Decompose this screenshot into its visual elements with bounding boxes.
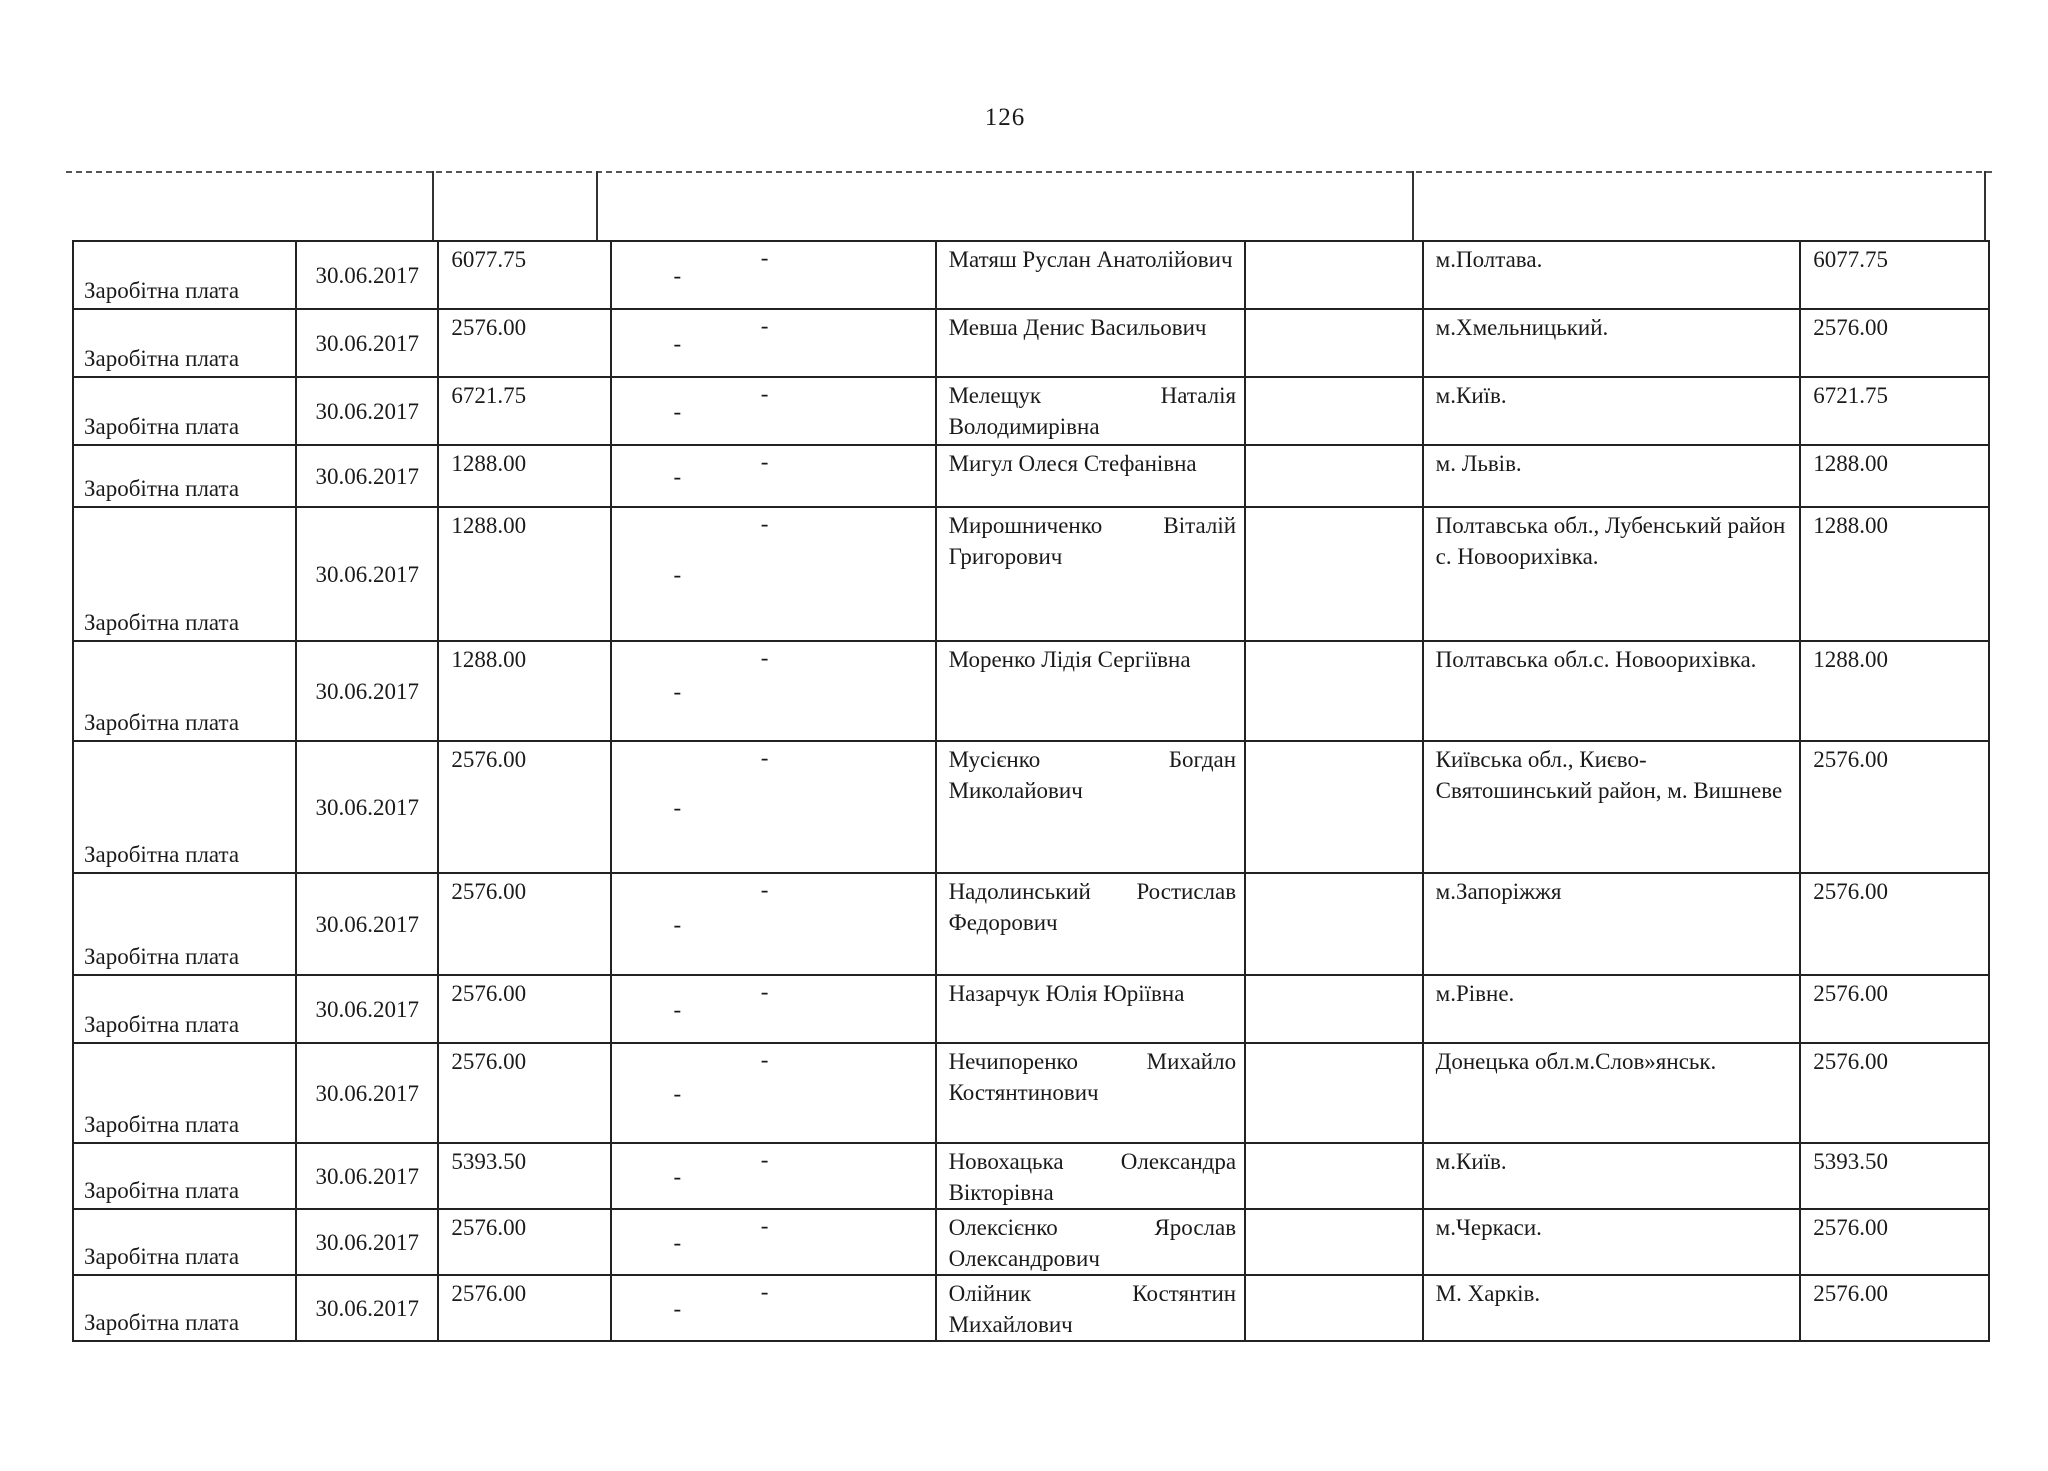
payment-type-text: Заробітна плата bbox=[84, 1112, 240, 1137]
payment-type-cell bbox=[73, 1209, 296, 1275]
table-row bbox=[73, 975, 1989, 1043]
table-row bbox=[73, 309, 1989, 377]
recipient-address-cell: м.Київ. bbox=[1423, 1143, 1801, 1209]
blank-gap-cell bbox=[1245, 241, 1423, 309]
table-row bbox=[73, 1143, 1989, 1209]
payment-type-text: Заробітна плата bbox=[84, 278, 240, 303]
table-row bbox=[73, 445, 1989, 507]
table-header-remnant bbox=[66, 171, 1992, 241]
blank-gap-cell bbox=[1245, 741, 1423, 873]
recipient-name-cell: Надолинський Ростислав Федорович bbox=[936, 873, 1246, 975]
table-row bbox=[73, 641, 1989, 741]
payment-type-text: Заробітна плата bbox=[84, 414, 240, 439]
table-row bbox=[73, 241, 1989, 309]
blank-gap-cell bbox=[1245, 1143, 1423, 1209]
payment-type-text: Заробітна плата bbox=[84, 610, 240, 635]
amount-total-cell: 2576.00 bbox=[1800, 1209, 1989, 1275]
table-row bbox=[73, 377, 1989, 445]
amount-total-cell: 2576.00 bbox=[1800, 1275, 1989, 1341]
payment-amount-cell: 2576.00 bbox=[438, 975, 611, 1043]
payment-type-text: Заробітна плата bbox=[84, 944, 240, 969]
payment-type-cell bbox=[73, 507, 296, 641]
blank-gap-cell bbox=[1245, 1209, 1423, 1275]
amount-total-cell: 6721.75 bbox=[1800, 377, 1989, 445]
recipient-name-cell: Олексієнко Ярослав Олександрович bbox=[936, 1209, 1246, 1275]
table-row bbox=[73, 1275, 1989, 1341]
empty-column-cell: - bbox=[611, 507, 743, 641]
payment-amount-cell: 2576.00 bbox=[438, 741, 611, 873]
empty-column-cell: - bbox=[743, 1143, 936, 1209]
payment-amount-cell: 2576.00 bbox=[438, 1275, 611, 1341]
payment-amount-cell: 2576.00 bbox=[438, 309, 611, 377]
blank-gap-cell bbox=[1245, 1043, 1423, 1143]
payment-type-cell bbox=[73, 1043, 296, 1143]
amount-total-cell: 2576.00 bbox=[1800, 309, 1989, 377]
recipient-name-cell: Мелещук Наталія Володимирівна bbox=[936, 377, 1246, 445]
table-row bbox=[73, 741, 1989, 873]
recipient-address-cell: М. Харків. bbox=[1423, 1275, 1801, 1341]
empty-column-cell: - bbox=[611, 1275, 743, 1341]
blank-gap-cell bbox=[1245, 1275, 1423, 1341]
amount-total-cell: 2576.00 bbox=[1800, 975, 1989, 1043]
recipient-address-cell: Полтавська обл., Лубенський район с. Новоорихівка. bbox=[1423, 507, 1801, 641]
empty-column-cell: - bbox=[611, 741, 743, 873]
empty-column-cell: - bbox=[611, 975, 743, 1043]
payment-amount-cell: 5393.50 bbox=[438, 1143, 611, 1209]
payment-type-text: Заробітна плата bbox=[84, 1244, 240, 1269]
table-row bbox=[73, 1209, 1989, 1275]
empty-column-cell: - bbox=[611, 309, 743, 377]
recipient-name-cell: Нечипоренко Михайло Костянтинович bbox=[936, 1043, 1246, 1143]
empty-column-cell: - bbox=[743, 975, 936, 1043]
recipient-address-cell: Київська обл., Києво-Святошинський район, м. Вишневе bbox=[1423, 741, 1801, 873]
recipient-address-cell: м. Львів. bbox=[1423, 445, 1801, 507]
empty-column-cell: - bbox=[611, 1143, 743, 1209]
recipient-name-cell: Новохацька Олександра Вікторівна bbox=[936, 1143, 1246, 1209]
payment-amount-cell: 2576.00 bbox=[438, 1209, 611, 1275]
amount-total-cell: 6077.75 bbox=[1800, 241, 1989, 309]
payment-amount-cell: 1288.00 bbox=[438, 507, 611, 641]
amount-total-cell: 1288.00 bbox=[1800, 641, 1989, 741]
payment-type-text: Заробітна плата bbox=[84, 842, 240, 867]
payment-amount-cell: 2576.00 bbox=[438, 873, 611, 975]
payment-type-text: Заробітна плата bbox=[84, 1310, 240, 1335]
payments-table bbox=[72, 240, 1990, 1342]
table-row bbox=[73, 873, 1989, 975]
empty-column-cell: - bbox=[611, 1209, 743, 1275]
empty-column-cell: - bbox=[743, 1209, 936, 1275]
payment-type-cell bbox=[73, 975, 296, 1043]
payment-type-cell bbox=[73, 741, 296, 873]
blank-gap-cell bbox=[1245, 975, 1423, 1043]
empty-column-cell: - bbox=[743, 873, 936, 975]
empty-column-cell: - bbox=[743, 641, 936, 741]
payment-type-cell bbox=[73, 641, 296, 741]
recipient-name-cell: Матяш Руслан Анатолійович bbox=[936, 241, 1246, 309]
payment-type-cell bbox=[73, 1143, 296, 1209]
recipient-address-cell: м.Запоріжжя bbox=[1423, 873, 1801, 975]
empty-column-cell: - bbox=[743, 741, 936, 873]
amount-total-cell: 5393.50 bbox=[1800, 1143, 1989, 1209]
recipient-address-cell: м.Черкаси. bbox=[1423, 1209, 1801, 1275]
payment-type-text: Заробітна плата bbox=[84, 346, 240, 371]
recipient-address-cell: м.Рівне. bbox=[1423, 975, 1801, 1043]
empty-column-cell: - bbox=[611, 377, 743, 445]
payment-date-cell: 30.06.2017 bbox=[296, 975, 438, 1043]
blank-gap-cell bbox=[1245, 507, 1423, 641]
recipient-name-cell: Олійник Костянтин Михайлович bbox=[936, 1275, 1246, 1341]
payment-type-cell bbox=[73, 1275, 296, 1341]
payment-date-cell: 30.06.2017 bbox=[296, 507, 438, 641]
recipient-address-cell: м.Полтава. bbox=[1423, 241, 1801, 309]
table-row bbox=[73, 1043, 1989, 1143]
recipient-address-cell: Донецька обл.м.Слов»янськ. bbox=[1423, 1043, 1801, 1143]
recipient-name-cell: Назарчук Юлія Юріївна bbox=[936, 975, 1246, 1043]
recipient-name-cell: Мирошниченко Віталій Григорович bbox=[936, 507, 1246, 641]
recipient-name-cell: Мигул Олеся Стефанівна bbox=[936, 445, 1246, 507]
payment-type-cell bbox=[73, 309, 296, 377]
payment-type-text: Заробітна плата bbox=[84, 1178, 240, 1203]
amount-total-cell: 2576.00 bbox=[1800, 873, 1989, 975]
blank-gap-cell bbox=[1245, 309, 1423, 377]
amount-total-cell: 2576.00 bbox=[1800, 1043, 1989, 1143]
payment-date-cell: 30.06.2017 bbox=[296, 873, 438, 975]
payment-amount-cell: 1288.00 bbox=[438, 445, 611, 507]
payment-type-cell bbox=[73, 241, 296, 309]
recipient-name-cell: Мевша Денис Васильович bbox=[936, 309, 1246, 377]
payment-date-cell: 30.06.2017 bbox=[296, 445, 438, 507]
recipient-name-cell: Мусієнко Богдан Миколайович bbox=[936, 741, 1246, 873]
blank-gap-cell bbox=[1245, 641, 1423, 741]
empty-column-cell: - bbox=[743, 241, 936, 309]
empty-column-cell: - bbox=[611, 241, 743, 309]
empty-column-cell: - bbox=[611, 445, 743, 507]
recipient-address-cell: м.Київ. bbox=[1423, 377, 1801, 445]
payment-date-cell: 30.06.2017 bbox=[296, 241, 438, 309]
payment-amount-cell: 1288.00 bbox=[438, 641, 611, 741]
amount-total-cell: 1288.00 bbox=[1800, 507, 1989, 641]
payment-type-text: Заробітна плата bbox=[84, 1012, 240, 1037]
payment-amount-cell: 6721.75 bbox=[438, 377, 611, 445]
payment-type-text: Заробітна плата bbox=[84, 476, 240, 501]
payment-amount-cell: 6077.75 bbox=[438, 241, 611, 309]
payment-date-cell: 30.06.2017 bbox=[296, 1209, 438, 1275]
recipient-name-cell: Моренко Лідія Сергіївна bbox=[936, 641, 1246, 741]
empty-column-cell: - bbox=[743, 445, 936, 507]
empty-column-cell: - bbox=[611, 873, 743, 975]
empty-column-cell: - bbox=[743, 377, 936, 445]
blank-gap-cell bbox=[1245, 445, 1423, 507]
empty-column-cell: - bbox=[611, 1043, 743, 1143]
payment-date-cell: 30.06.2017 bbox=[296, 1275, 438, 1341]
empty-column-cell: - bbox=[611, 641, 743, 741]
empty-column-cell: - bbox=[743, 507, 936, 641]
payment-date-cell: 30.06.2017 bbox=[296, 377, 438, 445]
blank-gap-cell bbox=[1245, 377, 1423, 445]
amount-total-cell: 2576.00 bbox=[1800, 741, 1989, 873]
payment-type-cell bbox=[73, 873, 296, 975]
recipient-address-cell: Полтавська обл.с. Новоорихівка. bbox=[1423, 641, 1801, 741]
payment-type-text: Заробітна плата bbox=[84, 710, 240, 735]
amount-total-cell: 1288.00 bbox=[1800, 445, 1989, 507]
empty-column-cell: - bbox=[743, 309, 936, 377]
empty-column-cell: - bbox=[743, 1275, 936, 1341]
payment-type-cell bbox=[73, 445, 296, 507]
recipient-address-cell: м.Хмельницький. bbox=[1423, 309, 1801, 377]
table-row bbox=[73, 507, 1989, 641]
empty-column-cell: - bbox=[743, 1043, 936, 1143]
page-number: 126 bbox=[984, 104, 1026, 131]
payment-date-cell: 30.06.2017 bbox=[296, 309, 438, 377]
payment-amount-cell: 2576.00 bbox=[438, 1043, 611, 1143]
payment-date-cell: 30.06.2017 bbox=[296, 1043, 438, 1143]
payment-date-cell: 30.06.2017 bbox=[296, 741, 438, 873]
payment-date-cell: 30.06.2017 bbox=[296, 641, 438, 741]
payment-date-cell: 30.06.2017 bbox=[296, 1143, 438, 1209]
payment-type-cell bbox=[73, 377, 296, 445]
blank-gap-cell bbox=[1245, 873, 1423, 975]
